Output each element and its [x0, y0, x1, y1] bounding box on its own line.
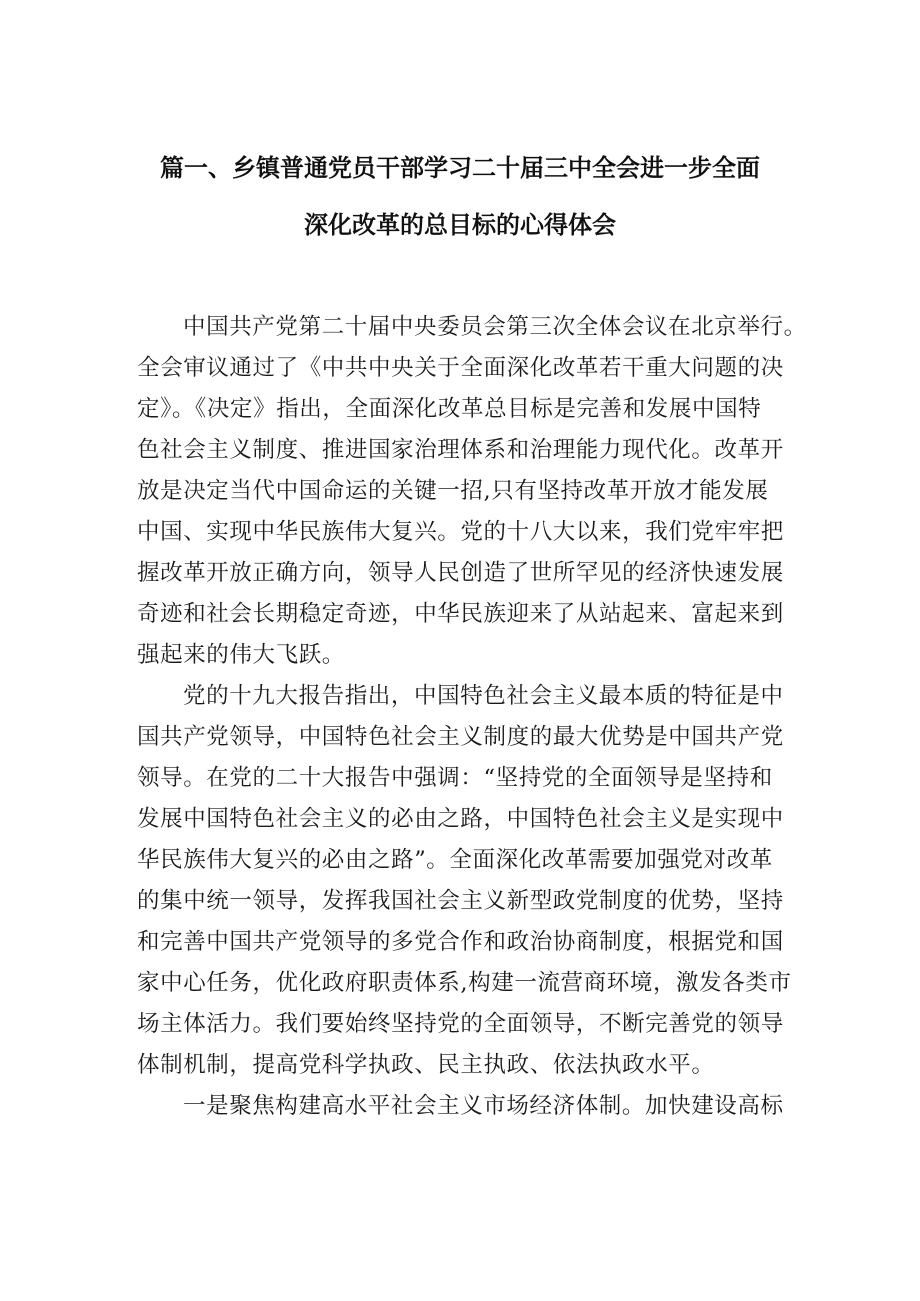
paragraph-1-line-1: 中国共产党第二十届中央委员会第三次全体会议在北京举行。: [183, 314, 807, 340]
document-title-line-1: 篇一、乡镇普通党员干部学习二十届三中全会进一步全面: [160, 154, 760, 182]
document-title-line-2: 深化改革的总目标的心得体会: [304, 211, 616, 239]
paragraph-2-line-1: 党的十九大报告指出，中国特色社会主义最本质的特征是中: [183, 683, 784, 709]
paragraph-2-line-5: 华民族伟大复兴的必由之路”。全面深化改革需要加强党对改革: [137, 847, 773, 873]
paragraph-1-line-2: 全会审议通过了《中共中央关于全面深化改革若干重大问题的决: [137, 355, 784, 381]
paragraph-1-line-7: 握改革开放正确方向，领导人民创造了世所罕见的经济快速发展: [137, 560, 784, 586]
paragraph-3-line-1: 一是聚焦构建高水平社会主义市场经济体制。加快建设高标: [183, 1093, 784, 1119]
paragraph-2-line-7: 和完善中国共产党领导的多党合作和政治协商制度，根据党和国: [137, 929, 784, 955]
paragraph-1-line-6: 中国、实现中华民族伟大复兴。党的十八大以来，我们党牢牢把: [137, 519, 784, 545]
paragraph-2-line-10: 体制机制，提高党科学执政、民主执政、依法执政水平。: [137, 1052, 715, 1078]
paragraph-1-line-9: 强起来的伟大飞跃。: [137, 642, 345, 668]
paragraph-1-line-3: 定》。《决定》指出，全面深化改革总目标是完善和发展中国特: [137, 396, 762, 422]
paragraph-2-line-4: 发展中国特色社会主义的必由之路，中国特色社会主义是实现中: [137, 806, 784, 832]
paragraph-2-line-6: 的集中统一领导，发挥我国社会主义新型政党制度的优势，坚持: [137, 888, 784, 914]
paragraph-2-line-2: 国共产党领导，中国特色社会主义制度的最大优势是中国共产党: [137, 724, 784, 750]
paragraph-1-line-4: 色社会主义制度、推进国家治理体系和治理能力现代化。改革开: [137, 437, 784, 463]
paragraph-2-line-9: 场主体活力。我们要始终坚持党的全面领导，不断完善党的领导: [137, 1011, 784, 1037]
paragraph-2-line-8: 家中心任务，优化政府职责体系,构建一流营商环境，激发各类市: [137, 970, 792, 996]
paragraph-1-line-5: 放是决定当代中国命运的关键一招,只有坚持改革开放才能发展: [137, 478, 769, 504]
paragraph-2-line-3: 领导。在党的二十大报告中强调：“坚持党的全面领导是坚持和: [137, 765, 773, 791]
paragraph-1-line-8: 奇迹和社会长期稳定奇迹，中华民族迎来了从站起来、富起来到: [137, 601, 784, 627]
